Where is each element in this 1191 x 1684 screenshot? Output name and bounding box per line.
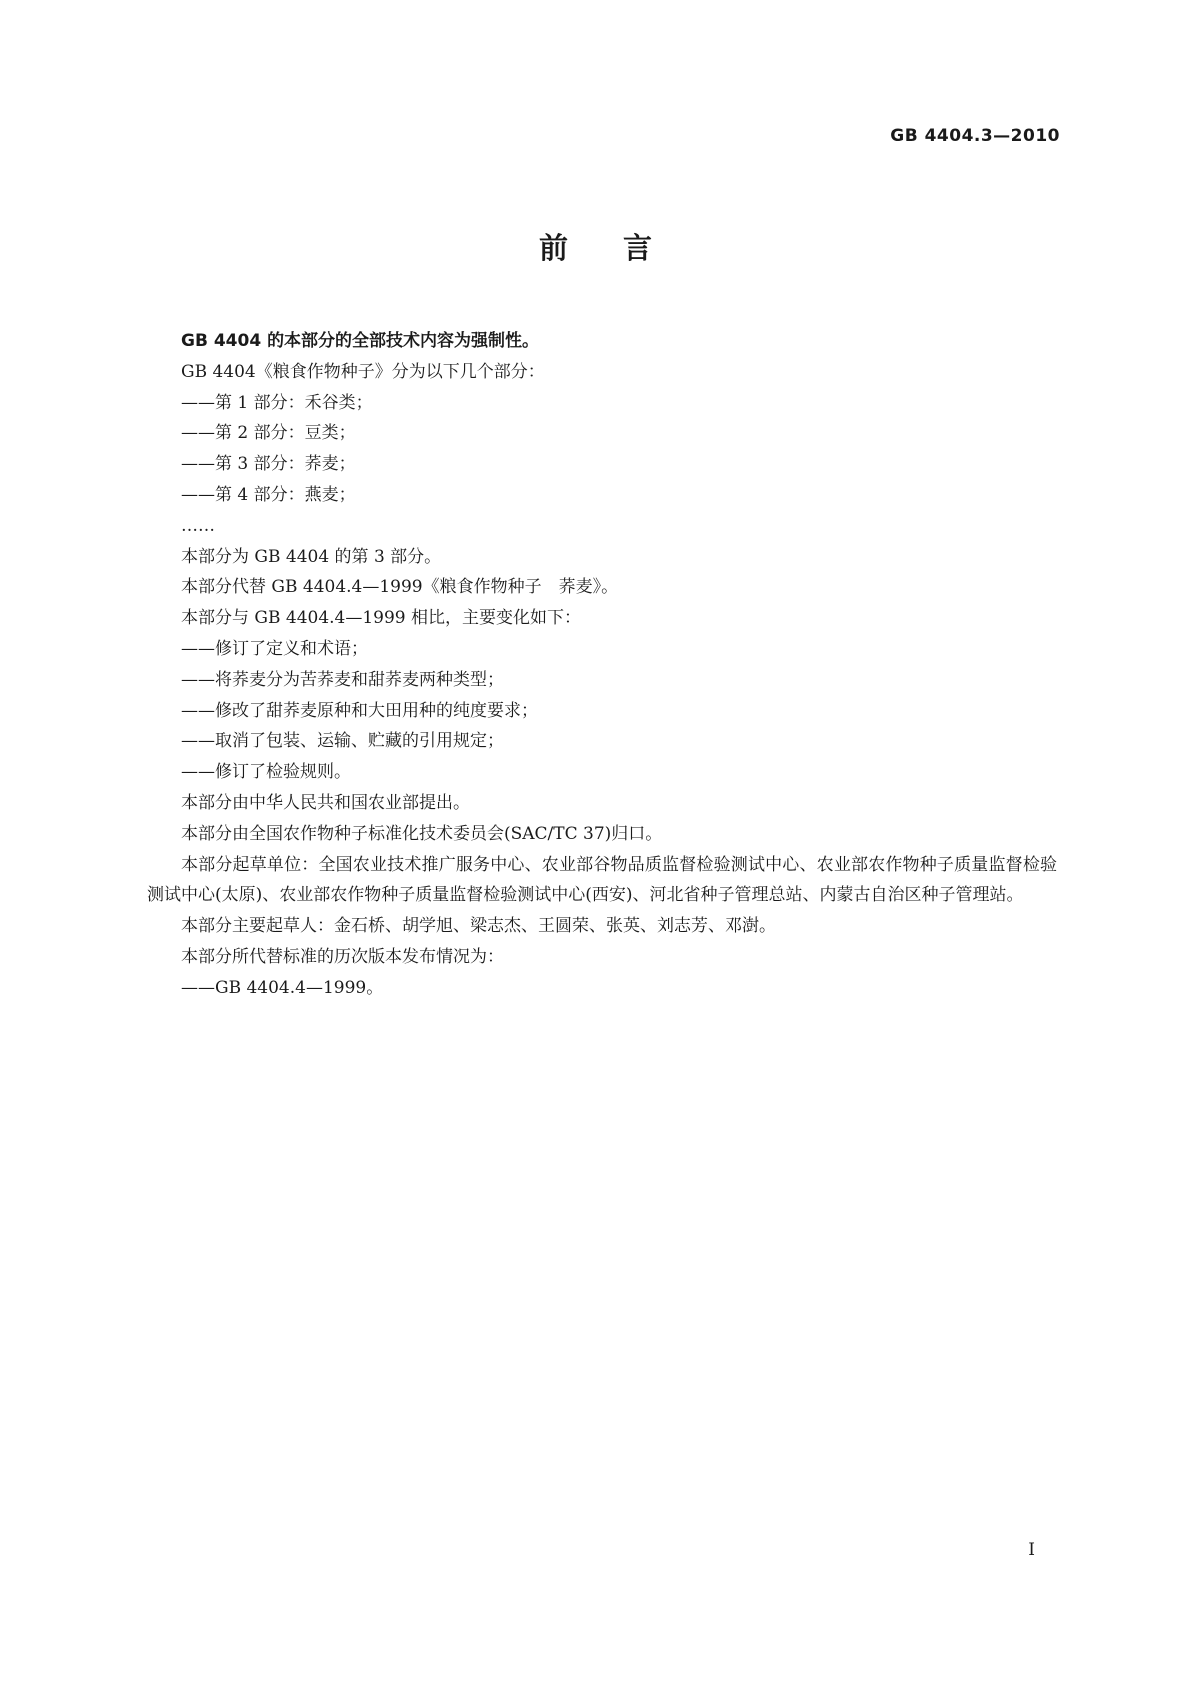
page-title: 前言 [538, 231, 707, 265]
list-item: ——第 4 部分：燕麦； [181, 484, 356, 505]
list-item: ——第 1 部分：禾谷类； [181, 392, 373, 413]
paragraph: 本部分由全国农作物种子标准化技术委员会(SAC/TC 37)归口。 [181, 823, 663, 844]
paragraph: 本部分由中华人民共和国农业部提出。 [181, 792, 470, 813]
list-item: ——第 2 部分：豆类； [181, 423, 356, 444]
list-item: ——修订了定义和术语； [181, 638, 368, 659]
list-item: ——取消了包装、运输、贮藏的引用规定； [181, 731, 504, 752]
list-item: ——将荞麦分为苦荞麦和甜荞麦两种类型； [181, 669, 504, 690]
ellipsis: …… [181, 515, 215, 536]
list-item: ——修订了检验规则。 [181, 762, 351, 783]
paragraph: GB 4404《粮食作物种子》分为以下几个部分： [181, 361, 545, 382]
paragraph: 本部分代替 GB 4404.4—1999《粮食作物种子 荞麦》。 [181, 577, 619, 598]
page-number: I [1028, 1540, 1035, 1560]
paragraph: 本部分与 GB 4404.4—1999 相比，主要变化如下： [181, 608, 582, 629]
standard-number: GB 4404.3—2010 [890, 126, 1060, 146]
list-item: ——修改了甜荞麦原种和大田用种的纯度要求； [181, 700, 538, 721]
list-item: ——GB 4404.4—1999。 [181, 977, 384, 998]
drafting-units-paragraph: 本部分起草单位：全国农业技术推广服务中心、农业部谷物品质监督检验测试中心、农业部农作物种子质量监督检验测试中心(太原)、农业部农作物种子质量监督检验测试中心(西安)、河北省种子管理总站、内蒙古自治区种子管理站。 [147, 854, 1057, 906]
foreword-body [147, 326, 1057, 1004]
list-item: ——第 3 部分：荞麦； [181, 454, 356, 475]
paragraph: 本部分所代替标准的历次版本发布情况为： [181, 946, 504, 967]
mandatory-statement: GB 4404 的本部分的全部技术内容为强制性。 [181, 331, 540, 351]
drafters-paragraph: 本部分主要起草人：金石桥、胡学旭、梁志杰、王圆荣、张英、刘志芳、邓澍。 [181, 916, 776, 937]
paragraph: 本部分为 GB 4404 的第 3 部分。 [181, 546, 442, 567]
